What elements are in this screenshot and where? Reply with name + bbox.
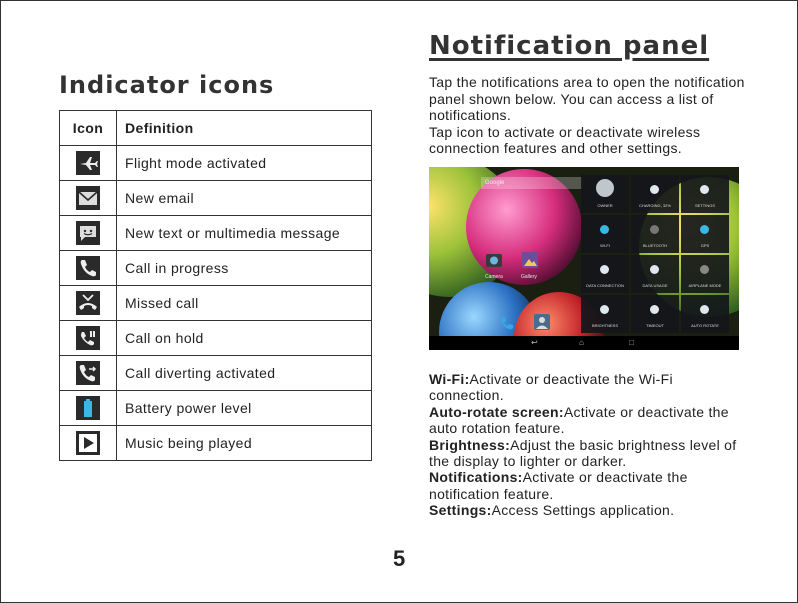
- table-row: [60, 146, 372, 181]
- intro-text: Tap icon to activate or deactivate wireless connection features and other settings.: [429, 123, 701, 156]
- quick-setting-battery[interactable]: CHARGING, 32%: [631, 175, 679, 213]
- home-icon[interactable]: ⌂: [579, 338, 584, 347]
- phone-app-icon[interactable]: [499, 315, 515, 331]
- indicator-icons-table: [59, 110, 372, 461]
- definition-column-header: Definition: [117, 111, 372, 146]
- feature-item: [429, 437, 749, 470]
- camera-app-icon[interactable]: [485, 251, 503, 269]
- quick-setting-gps[interactable]: GPS: [681, 215, 729, 253]
- notification-panel-heading: Notification panel: [429, 31, 710, 61]
- feature-name: Notifications:: [429, 469, 523, 486]
- recent-apps-icon[interactable]: □: [629, 338, 634, 347]
- table-row: [60, 216, 372, 251]
- google-search-bar[interactable]: Google: [481, 177, 583, 189]
- indicator-icons-heading: Indicator icons: [59, 71, 275, 99]
- airplane-icon: [76, 151, 100, 175]
- table-row: [60, 391, 372, 426]
- feature-name: Settings:: [429, 502, 492, 519]
- message-bubble-icon: [76, 221, 100, 245]
- definition-text: Call in progress: [117, 251, 372, 286]
- quick-settings-panel: [581, 175, 731, 328]
- table-row: [60, 251, 372, 286]
- app-label: Gallery: [521, 274, 537, 280]
- icon-column-header: Icon: [60, 111, 117, 146]
- table-row: [60, 356, 372, 391]
- table-row: [60, 286, 372, 321]
- feature-name: Auto-rotate screen:: [429, 403, 564, 420]
- gallery-app-icon[interactable]: [521, 251, 539, 269]
- app-label: Camera: [485, 274, 503, 280]
- intro-text: Tap the notifications area to open the notification panel shown below. You can access a list of notifications.: [429, 74, 745, 123]
- feature-name: Wi-Fi:: [429, 371, 470, 387]
- feature-desc: Activate or deactivate the notification feature.: [429, 469, 688, 502]
- quick-setting-bluetooth[interactable]: BLUETOOTH: [631, 215, 679, 253]
- envelope-icon: [76, 186, 100, 210]
- notification-intro: [429, 74, 749, 157]
- call-divert-icon: [76, 361, 100, 385]
- quick-setting-data-usage[interactable]: DATA USAGE: [631, 255, 679, 293]
- quick-setting-data-connection[interactable]: DATA CONNECTION: [581, 255, 629, 293]
- quick-setting-owner[interactable]: OWNER: [581, 175, 629, 213]
- page-number: 5: [393, 546, 406, 571]
- people-app-icon[interactable]: [533, 313, 551, 331]
- quick-setting-airplane-mode[interactable]: AIRPLANE MODE: [681, 255, 729, 293]
- definition-text: Call on hold: [117, 321, 372, 356]
- missed-call-icon: [76, 291, 100, 315]
- definition-text: Missed call: [117, 286, 372, 321]
- definition-text: Music being played: [117, 426, 372, 461]
- back-icon[interactable]: ↩: [531, 338, 538, 347]
- call-hold-icon: [76, 326, 100, 350]
- quick-setting-wifi[interactable]: WI-FI: [581, 215, 629, 253]
- quick-setting-auto-rotate[interactable]: AUTO ROTATE: [681, 295, 729, 333]
- definition-text: New email: [117, 181, 372, 216]
- quick-setting-settings[interactable]: SETTINGS: [681, 175, 729, 213]
- feature-descriptions: [429, 371, 749, 519]
- table-row: [60, 321, 372, 356]
- feature-item: [429, 502, 749, 518]
- feature-desc: Activate or deactivate the Wi-Fi connection.: [429, 371, 673, 404]
- feature-item: [429, 469, 749, 502]
- feature-desc: Activate or deactivate the auto rotation feature.: [429, 403, 729, 437]
- definition-text: Battery power level: [117, 391, 372, 426]
- definition-text: New text or multimedia message: [117, 216, 372, 251]
- definition-text: Call diverting activated: [117, 356, 372, 391]
- feature-item: [429, 404, 749, 437]
- feature-item: [429, 371, 749, 404]
- table-row: [60, 181, 372, 216]
- quick-setting-brightness[interactable]: BRIGHTNESS: [581, 295, 629, 333]
- quick-setting-timeout[interactable]: TIMEOUT: [631, 295, 679, 333]
- definition-text: Flight mode activated: [117, 146, 372, 181]
- table-header-row: [60, 111, 372, 146]
- phone-icon: [76, 256, 100, 280]
- navigation-bar: [429, 336, 739, 350]
- feature-desc: Access Settings application.: [491, 502, 675, 519]
- notification-panel-screenshot: [429, 167, 739, 350]
- feature-desc: Adjust the basic brightness level of the display to lighter or darker.: [429, 436, 737, 470]
- feature-name: Brightness:: [429, 436, 511, 453]
- play-icon: [76, 431, 100, 455]
- table-row: [60, 426, 372, 461]
- battery-icon: [76, 396, 100, 420]
